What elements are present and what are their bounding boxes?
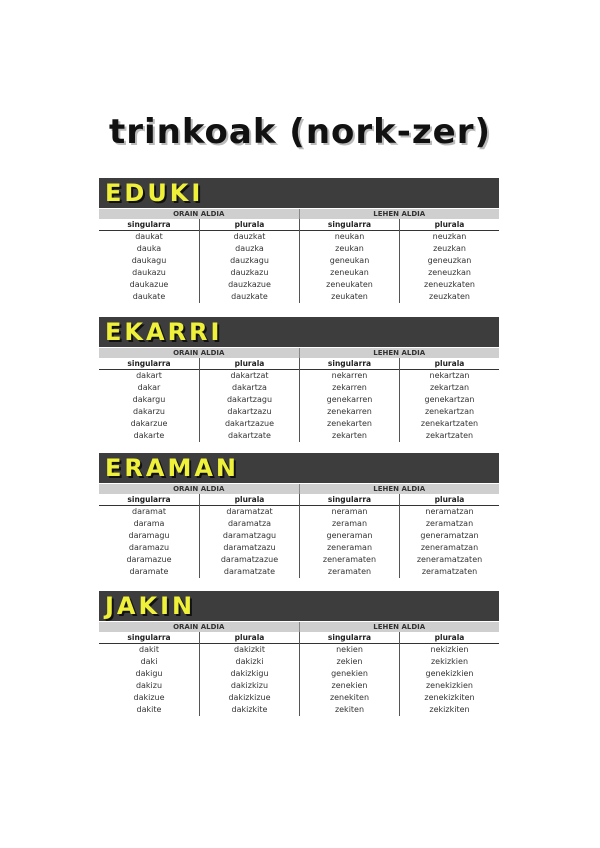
- table-cell: nekien: [336, 645, 363, 654]
- column-past-singular: [299, 358, 399, 442]
- section-banner: [99, 453, 499, 483]
- column-present-plural: [199, 494, 299, 578]
- table-cell: genekizkien: [425, 669, 474, 678]
- table-cell: daukazue: [129, 280, 169, 289]
- table-cell: zekizkien: [430, 657, 469, 666]
- table-cell: zeneukan: [330, 268, 369, 277]
- table-cell: dakit: [139, 645, 159, 654]
- column-header: plurala: [200, 219, 299, 231]
- table-cell: zekartzaten: [425, 431, 474, 440]
- table-cell: zekizkiten: [429, 705, 470, 714]
- table-cell: nekizkien: [430, 645, 469, 654]
- column-header: plurala: [400, 358, 499, 370]
- column-present-singular: [99, 358, 199, 442]
- table-cell: nekarren: [331, 371, 368, 380]
- column-present-plural: [199, 632, 299, 716]
- column-header: singularra: [99, 219, 199, 231]
- table-cell: nekartzan: [429, 371, 470, 380]
- conjugation-table: [99, 358, 499, 442]
- column-header: singularra: [300, 219, 399, 231]
- table-cell: zeneramaten: [322, 555, 377, 564]
- table-cell: zenekien: [331, 681, 368, 690]
- table-cell: generaman: [326, 531, 373, 540]
- conjugation-table: [99, 632, 499, 716]
- table-cell: daukat: [135, 232, 163, 241]
- table-cell: dauka: [136, 244, 162, 253]
- table-cell: neukan: [334, 232, 365, 241]
- table-cell: genekarren: [326, 395, 373, 404]
- tense-label-past: LEHEN ALDIA: [299, 209, 500, 219]
- column-past-plural: [399, 219, 499, 303]
- tense-label-past: LEHEN ALDIA: [299, 484, 500, 494]
- table-cell: daramazue: [126, 555, 172, 564]
- table-cell: zekartzan: [429, 383, 470, 392]
- section-ekarri: [99, 317, 499, 442]
- table-cell: zekien: [336, 657, 363, 666]
- column-header: singularra: [300, 358, 399, 370]
- column-header: singularra: [99, 358, 199, 370]
- table-cell: dauzka: [235, 244, 264, 253]
- tense-header-row: [99, 484, 499, 494]
- table-cell: zeukaten: [331, 292, 368, 301]
- table-cell: geneukan: [329, 256, 370, 265]
- column-header: singularra: [300, 494, 399, 506]
- table-cell: zekarren: [332, 383, 367, 392]
- table-cell: dakizkizue: [228, 693, 271, 702]
- tense-label-past: LEHEN ALDIA: [299, 348, 500, 358]
- table-cell: dakite: [136, 705, 162, 714]
- table-cell: genekartzan: [424, 395, 475, 404]
- table-cell: darama: [133, 519, 165, 528]
- table-cell: dauzkagu: [230, 256, 269, 265]
- table-cell: zenekartzaten: [420, 419, 479, 428]
- column-present-singular: [99, 632, 199, 716]
- tense-label-present: ORAIN ALDIA: [173, 349, 225, 357]
- table-cell: dauzkazu: [230, 268, 269, 277]
- column-past-plural: [399, 358, 499, 442]
- table-cell: geneuzkan: [427, 256, 472, 265]
- table-cell: dakizki: [235, 657, 264, 666]
- table-cell: dakigu: [135, 669, 163, 678]
- table-cell: dakizu: [135, 681, 163, 690]
- table-cell: daki: [140, 657, 158, 666]
- table-cell: zenekizkiten: [424, 693, 475, 702]
- table-cell: daramatzat: [226, 507, 273, 516]
- table-cell: daramatzagu: [222, 531, 277, 540]
- column-past-plural: [399, 632, 499, 716]
- section-eraman: [99, 453, 499, 578]
- section-title: JAKIN: [105, 592, 196, 620]
- table-cell: zeramatzaten: [421, 567, 478, 576]
- column-present-singular: [99, 494, 199, 578]
- table-cell: dakart: [136, 371, 162, 380]
- tense-label-past: LEHEN ALDIA: [299, 622, 500, 632]
- table-cell: zeneuzkan: [428, 268, 471, 277]
- table-cell: daramate: [129, 567, 169, 576]
- table-cell: daramatzate: [223, 567, 276, 576]
- tense-header-row: [99, 209, 499, 219]
- table-cell: zeneramatzaten: [416, 555, 483, 564]
- section-title: EDUKI: [105, 179, 204, 207]
- table-cell: zenekiten: [329, 693, 370, 702]
- column-header: singularra: [99, 494, 199, 506]
- tense-header-row: [99, 622, 499, 632]
- table-cell: zeneraman: [326, 543, 373, 552]
- table-cell: daramagu: [128, 531, 170, 540]
- conjugation-table: [99, 219, 499, 303]
- column-present-singular: [99, 219, 199, 303]
- column-header: singularra: [300, 632, 399, 644]
- table-cell: dakizkite: [231, 705, 268, 714]
- table-cell: daramat: [131, 507, 166, 516]
- section-eduki: [99, 178, 499, 303]
- column-header: plurala: [200, 358, 299, 370]
- table-cell: dakartzazu: [227, 407, 272, 416]
- table-cell: genekien: [331, 669, 368, 678]
- tense-label-present: ORAIN ALDIA: [173, 623, 225, 631]
- column-header: plurala: [200, 494, 299, 506]
- table-cell: dakartzat: [230, 371, 269, 380]
- table-cell: daramatza: [227, 519, 272, 528]
- table-cell: generamatzan: [420, 531, 479, 540]
- column-past-singular: [299, 219, 399, 303]
- section-banner: [99, 317, 499, 347]
- table-cell: dakarte: [133, 431, 165, 440]
- table-cell: zeramaten: [327, 567, 372, 576]
- table-cell: dauzkazue: [228, 280, 271, 289]
- table-cell: zeneuzkaten: [424, 280, 475, 289]
- column-present-plural: [199, 358, 299, 442]
- table-cell: neuzkan: [432, 232, 467, 241]
- table-cell: daramatzazue: [220, 555, 279, 564]
- table-cell: dakartzate: [228, 431, 271, 440]
- table-cell: dakizue: [133, 693, 165, 702]
- table-cell: zeneramatzan: [420, 543, 479, 552]
- table-cell: dakartza: [232, 383, 267, 392]
- table-cell: daramatzazu: [223, 543, 276, 552]
- tense-header-row: [99, 348, 499, 358]
- page-title: trinkoak (nork-zer): [108, 112, 492, 152]
- section-title: EKARRI: [105, 318, 223, 346]
- tense-label-present: ORAIN ALDIA: [173, 210, 225, 218]
- table-cell: daramazu: [128, 543, 170, 552]
- table-cell: dauzkat: [233, 232, 266, 241]
- column-past-singular: [299, 494, 399, 578]
- section-banner: [99, 178, 499, 208]
- table-cell: zenekartzan: [424, 407, 475, 416]
- table-cell: dauzkate: [231, 292, 268, 301]
- table-cell: zekarten: [332, 431, 367, 440]
- table-cell: dakargu: [132, 395, 166, 404]
- section-title: ERAMAN: [105, 454, 239, 482]
- table-cell: neraman: [331, 507, 368, 516]
- table-cell: dakarzu: [133, 407, 165, 416]
- table-cell: zenekarten: [327, 419, 372, 428]
- table-cell: dakartzagu: [226, 395, 273, 404]
- table-cell: zenekizkien: [425, 681, 473, 690]
- column-header: plurala: [400, 219, 499, 231]
- tense-label-present: ORAIN ALDIA: [173, 485, 225, 493]
- table-cell: dakizkigu: [230, 669, 269, 678]
- table-cell: dakartzazue: [224, 419, 275, 428]
- table-cell: neramatzan: [425, 507, 474, 516]
- column-header: singularra: [99, 632, 199, 644]
- table-cell: zeneukaten: [326, 280, 373, 289]
- table-cell: daukazu: [132, 268, 166, 277]
- column-header: plurala: [400, 632, 499, 644]
- table-cell: dakar: [137, 383, 161, 392]
- table-cell: daukate: [132, 292, 166, 301]
- table-cell: zeuzkaten: [429, 292, 470, 301]
- section-banner: [99, 591, 499, 621]
- column-present-plural: [199, 219, 299, 303]
- table-cell: zeramatzan: [425, 519, 474, 528]
- table-cell: zekiten: [334, 705, 365, 714]
- conjugation-table: [99, 494, 499, 578]
- section-jakin: [99, 591, 499, 716]
- column-past-plural: [399, 494, 499, 578]
- table-cell: dakarzue: [130, 419, 168, 428]
- table-cell: daukagu: [131, 256, 167, 265]
- table-cell: dakizkit: [233, 645, 266, 654]
- column-header: plurala: [200, 632, 299, 644]
- table-cell: zeraman: [331, 519, 368, 528]
- table-cell: zeuzkan: [433, 244, 466, 253]
- column-header: plurala: [400, 494, 499, 506]
- table-cell: dakizkizu: [230, 681, 269, 690]
- table-cell: zenekarren: [327, 407, 372, 416]
- column-past-singular: [299, 632, 399, 716]
- table-cell: zeukan: [335, 244, 364, 253]
